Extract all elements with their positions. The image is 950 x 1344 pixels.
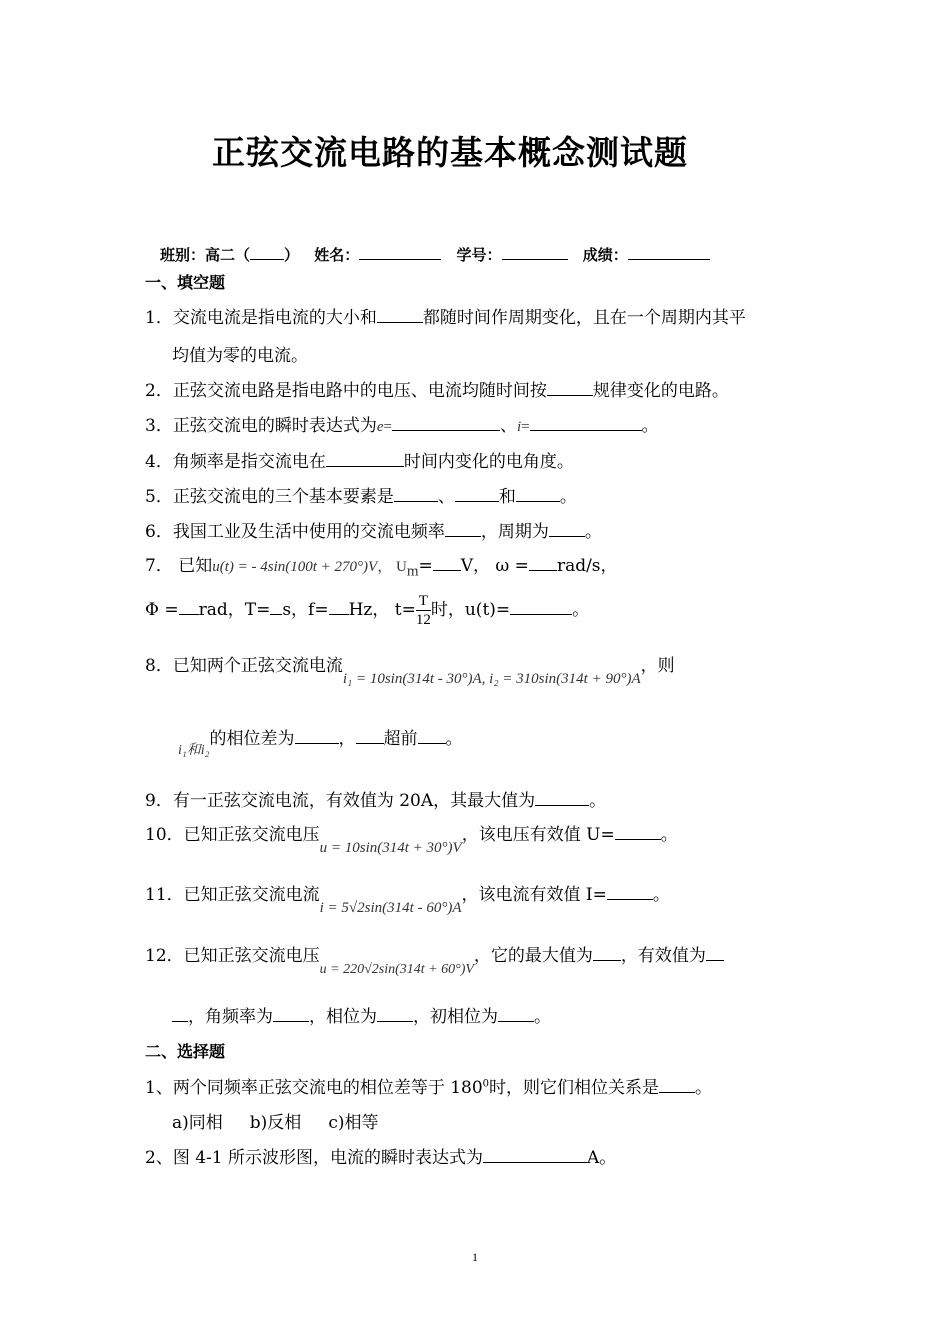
q7-fraction-den: 12 [415,612,431,628]
c2-blank[interactable] [483,1147,587,1163]
q7-blank-f[interactable] [329,599,349,615]
q1-blank[interactable] [377,307,423,323]
q8-currents: i₁和i₂ [178,743,210,758]
q8-end: 。 [445,729,463,749]
c1-text-b: 时，则它们相位关系是 [489,1078,660,1098]
q12-formula: u = 220√2sin(314t + 60°)V [319,962,474,977]
q12-blank-rms-a[interactable] [706,945,724,961]
question-7-line-1 [145,551,618,580]
c1-end: 。 [695,1078,713,1098]
class-close: ） [284,246,300,264]
q10-formula: u = 10sin(314t + 30°)V [319,840,462,856]
q11-end: 。 [652,885,670,905]
question-9 [145,786,606,811]
q10-end: 。 [660,825,678,845]
q3-equals-1: = [383,419,392,435]
q3-equals-2: = [521,419,530,435]
q7-text-g: rad，T= [198,600,271,620]
class-field[interactable] [160,246,299,264]
section-heading-fill: 一、填空题 [145,273,226,292]
q7-end: 。 [572,600,590,620]
question-8-line-2 [178,724,463,758]
q3-i-symbol: i [516,419,522,435]
q11-formula: i = 5√2sin(314t - 60°)A [319,900,462,916]
q8-blank-2[interactable] [356,728,384,744]
q5-blank-2[interactable] [455,486,499,502]
class-label: 班别：高二（ [160,246,251,264]
q10-text-a: 10．已知正弦交流电压 [145,825,320,845]
q7-um-label: ， U [377,559,407,575]
q12-text-c: ，有效值为 [620,946,706,966]
q1-text-b: 都随时间作周期变化，且在一个周期内其平 [422,308,746,328]
q3-separator: 、 [499,416,517,436]
q3-end: 。 [641,416,659,436]
q3-blank-e[interactable] [392,415,500,431]
q7-text-f: Φ = [145,600,179,620]
class-blank[interactable] [250,245,284,260]
q8-text-a: 8．已知两个正弦交流电流 [145,656,343,676]
q6-text-a: 6．我国工业及生活中使用的交流电频率 [145,522,445,542]
q5-and: 和 [498,487,516,507]
q6-blank-1[interactable] [445,521,481,537]
q9-blank[interactable] [535,790,589,806]
name-blank[interactable] [359,245,441,260]
q10-blank[interactable] [615,824,661,840]
q7-text-a: 7． 已知 [145,556,213,576]
q7-blank-um[interactable] [433,555,461,571]
question-8-line-1 [145,651,675,687]
q7-blank-phi[interactable] [179,599,199,615]
page-title: 正弦交流电路的基本概念测试题 [212,133,688,172]
q4-text-a: 4．角频率是指交流电在 [145,452,326,472]
question-5 [145,482,577,507]
q8-formula: i₁ = 10sin(314t - 30°)A, i₂ = 310sin(314t + 90°)A [342,671,641,687]
id-blank[interactable] [502,245,568,260]
q6-blank-2[interactable] [549,521,585,537]
q8-leads: 超前 [383,729,418,749]
q9-end: 。 [589,791,607,811]
question-10 [145,820,678,856]
q6-end: 。 [584,522,602,542]
q4-blank[interactable] [326,451,404,467]
q6-text-b: ，周期为 [480,522,549,542]
q12-blank-initial[interactable] [498,1006,534,1022]
score-label: 成绩： [582,246,628,264]
score-blank[interactable] [628,245,710,260]
c1-blank[interactable] [659,1077,695,1093]
q8-text-b: ，则 [640,656,675,676]
q12-blank-max[interactable] [593,945,621,961]
q7-text-e: rad/s， [556,556,618,576]
q7-fraction [416,592,431,629]
q12-text-e: ，相位为 [309,1007,377,1027]
q9-text-a: 9．有一正弦交流电流，有效值为 20A，其最大值为 [145,791,536,811]
c2-text-a: 2、图 4-1 所示波形图，电流的瞬时表达式为 [145,1148,483,1168]
question-12-line-2 [172,1002,551,1027]
q10-text-b: ，该电压有效值 U= [461,825,615,845]
q3-e-symbol: e [376,419,384,435]
q5-sep: 、 [437,487,455,507]
score-field[interactable] [583,246,710,264]
q12-blank-rms-b[interactable] [172,1006,188,1022]
q12-blank-phase[interactable] [377,1006,413,1022]
id-label: 学号： [456,246,502,264]
q4-text-b: 时间内变化的电角度。 [403,452,574,472]
choice-1-options[interactable]: a)同相 b)反相 c)相等 [172,1113,379,1133]
q7-blank-omega[interactable] [529,555,557,571]
q8-blank-1[interactable] [295,728,339,744]
choice-1 [145,1073,712,1098]
q12-text-a: 12．已知正弦交流电压 [145,946,320,966]
q3-text-a: 3．正弦交流电的瞬时表达式为 [145,416,377,436]
q8-sep: ， [338,729,356,749]
c1-degree: 0 [482,1078,490,1090]
choice-2 [145,1143,616,1168]
q7-um-sub: m [406,563,419,580]
question-11 [145,880,670,916]
c1-text-a: 1、两个同频率正弦交流电的相位差等于 180 [145,1078,483,1098]
q11-text-b: ，该电流有效值 I= [461,885,607,905]
q11-text-a: 11．已知正弦交流电流 [145,885,320,905]
question-4 [145,447,574,472]
page-number: 1 [472,1250,478,1264]
q5-blank-3[interactable] [516,486,560,502]
q2-text-b: 规律变化的电路。 [592,381,729,401]
q12-text-b: ，它的最大值为 [473,946,593,966]
q11-blank[interactable] [607,884,653,900]
question-1-line-1 [145,303,746,328]
q8-text-d: 的相位差为 [209,729,295,749]
q5-blank-1[interactable] [394,486,438,502]
q12-text-d: ，角频率为 [188,1007,273,1027]
q7-blank-T[interactable] [270,599,282,615]
question-7-line-2 [145,592,589,629]
q7-text-d: V， ω = [460,556,529,576]
q7-fraction-num: T [416,592,431,611]
q7-formula: u(t) = - 4sin(100t + 270°)V [212,559,378,575]
q7-text-j: 时，u(t)= [430,600,511,620]
q5-end: 。 [559,487,577,507]
q3-blank-i[interactable] [530,415,642,431]
q12-blank-omega[interactable] [273,1006,309,1022]
q7-blank-ut[interactable] [510,599,572,615]
q7-eq: = [418,556,433,576]
name-label: 姓名： [314,246,360,264]
question-6 [145,517,602,542]
q7-text-i: Hz， t= [348,600,416,620]
q2-text-a: 2．正弦交流电路是指电路中的电压、电流均随时间按 [145,381,547,401]
c2-end: A。 [587,1148,617,1168]
name-field[interactable] [314,246,441,264]
question-3 [145,411,659,436]
q12-end: 。 [534,1007,551,1027]
question-2 [145,376,729,401]
q5-text-a: 5．正弦交流电的三个基本要素是 [145,487,394,507]
q7-text-h: s，f= [282,600,329,620]
q12-text-f: ，初相位为 [413,1007,498,1027]
section-heading-choice: 二、选择题 [145,1042,226,1061]
q8-blank-3[interactable] [418,728,446,744]
q2-blank[interactable] [547,380,593,396]
q1-text-a: 1．交流电流是指电流的大小和 [145,308,377,328]
id-field[interactable] [457,246,568,264]
student-info-line [160,244,720,265]
question-1-line-2: 均值为零的电流。 [172,346,308,366]
